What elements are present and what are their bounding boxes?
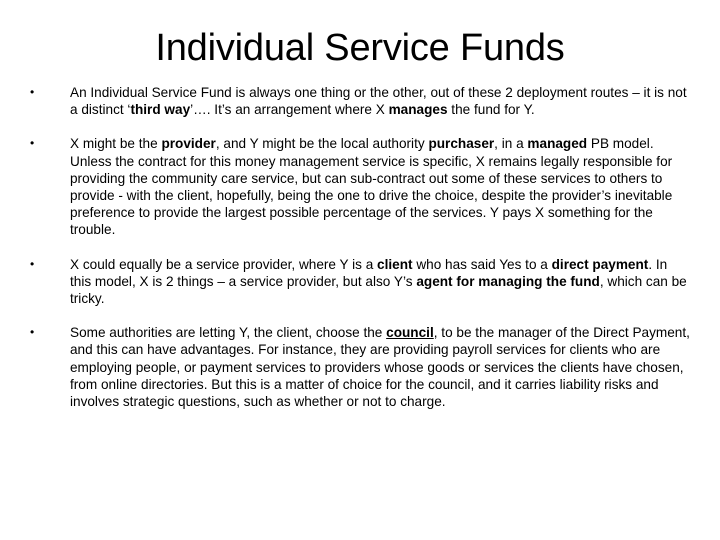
bullet-text: X might be the provider, and Y might be the local authority purchaser, in a managed PB model. Unless the contract for this money management service is specific, X remains legally responsible for providing the community care service, but can sub-contract out some of these services to others to provide - with the client, hopefully, being the one to drive the choice, despite the provider’s inevitable preference to provide the largest possible percentage of the services. Y pays X something for the trouble. — [70, 136, 673, 238]
bullet-list — [30, 84, 690, 427]
bullet-item-2 — [30, 135, 690, 238]
bullet-item-3 — [30, 256, 690, 308]
bullet-marker: • — [30, 256, 35, 271]
bullet-text: X could equally be a service provider, where Y is a client who has said Yes to a direct payment. In this model, X is 2 things – a service provider, but also Y’s agent for managing the fund, which can be tricky. — [70, 256, 687, 307]
bullet-marker: • — [30, 85, 35, 99]
bullet-item-1 — [30, 84, 690, 118]
slide-title: Individual Service Funds — [155, 27, 565, 69]
bullet-text: Some authorities are letting Y, the client, choose the council, to be the manager of the Direct Payment, and this can have advantages. For instance, they are providing payroll services for clients who are employing people, or payment services to providers whose goods or services the clients have chosen, from online directories. But this is a matter of choice for the council, and it carries liability risks and involves strategic questions, such as whether or not to charge. — [70, 325, 690, 410]
bullet-marker: • — [30, 325, 35, 340]
bullet-marker: • — [30, 136, 35, 151]
bullet-item-4 — [30, 324, 690, 410]
bullet-text: An Individual Service Fund is always one thing or the other, out of these 2 deployment routes – it is not a distinct ‘third way’…. It’s an arrangement where X manages the fund for Y. — [70, 85, 687, 118]
